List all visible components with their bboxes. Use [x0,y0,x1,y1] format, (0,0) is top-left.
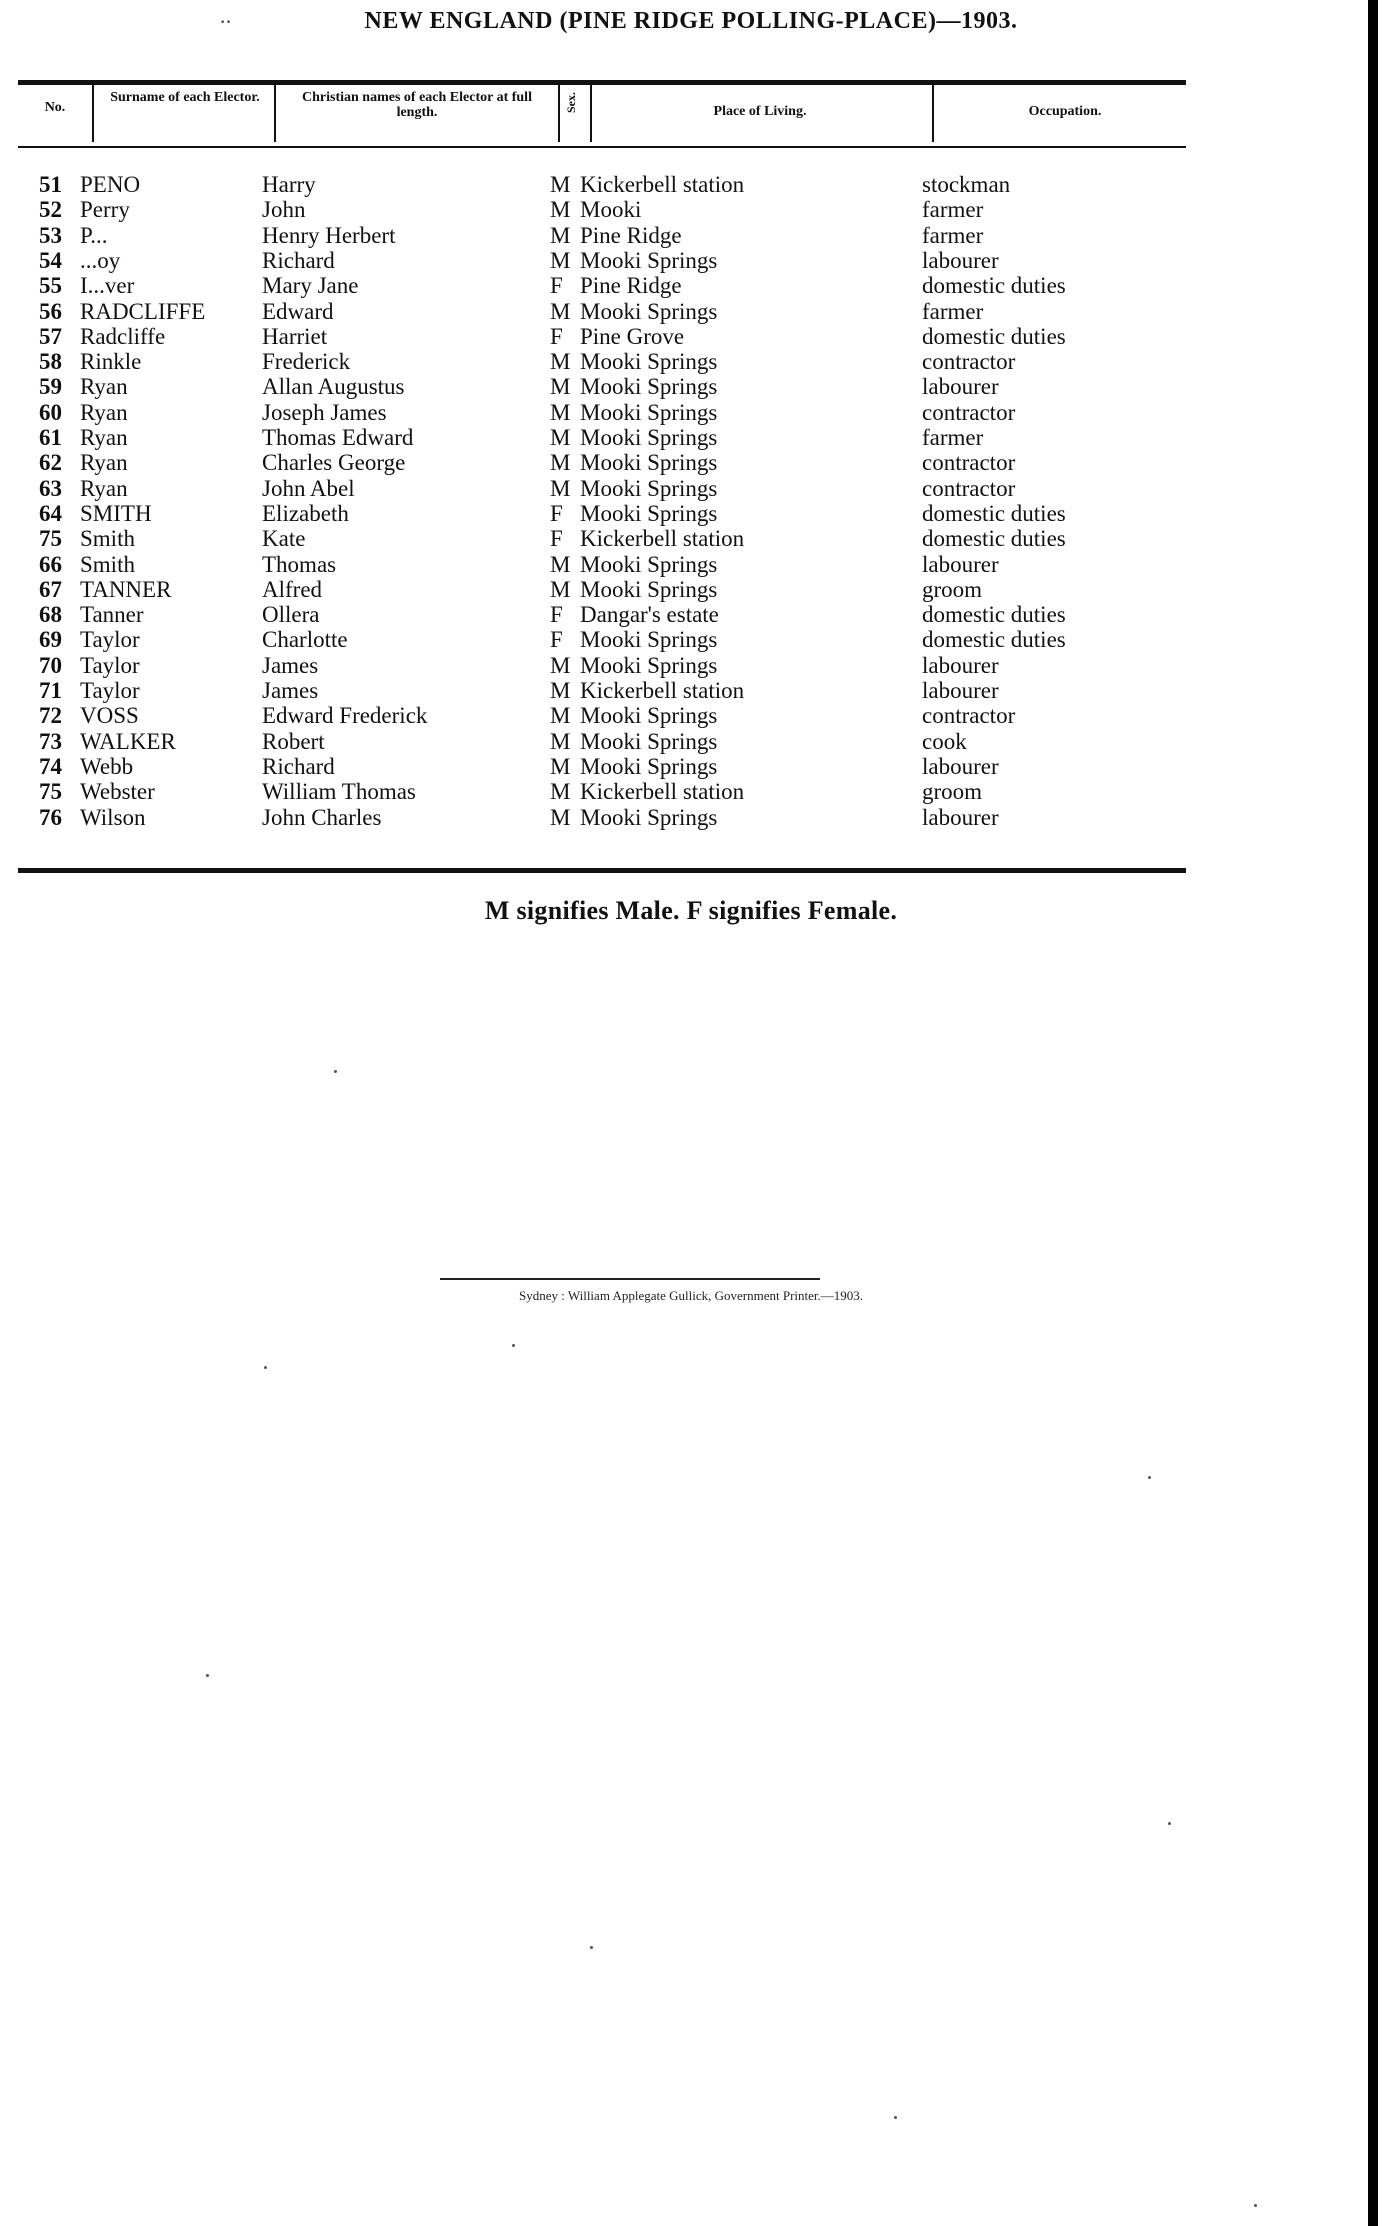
cell-surname: Ryan [80,475,128,501]
cell-no: 68 [39,602,62,628]
table-row [0,729,1382,754]
table-row [0,273,1382,298]
table-row [0,577,1382,602]
cell-surname: ...oy [80,247,121,273]
cell-surname: Radcliffe [80,323,166,349]
table-header-rule [18,146,1186,148]
cell-sex: F [550,602,563,628]
cell-christian-names: Richard [262,753,335,779]
cell-occupation: domestic duties [922,500,1066,526]
cell-surname: Smith [80,551,135,577]
cell-sex: F [550,526,563,552]
cell-surname: Tanner [80,602,144,628]
cell-place-of-living: Mooki [580,197,642,223]
cell-christian-names: John Abel [262,475,355,501]
cell-christian-names: Thomas Edward [262,425,414,450]
table-row [0,248,1382,273]
cell-sex: M [550,678,571,703]
cell-surname: P... [80,222,108,248]
cell-no: 75 [39,526,62,552]
cell-surname: Taylor [80,627,140,653]
cell-no: 59 [39,374,62,400]
header-no: No. [44,100,66,115]
cell-place-of-living: Mooki Springs [580,576,718,602]
cell-occupation: domestic duties [922,526,1066,552]
cell-no: 55 [39,273,62,299]
cell-surname: RADCLIFFE [80,298,206,324]
cell-no: 57 [39,323,62,349]
cell-occupation: contractor [922,475,1016,501]
cell-place-of-living: Mooki Springs [580,298,718,324]
cell-christian-names: Frederick [262,349,351,375]
table-row [0,450,1382,475]
cell-place-of-living: Mooki Springs [580,247,718,273]
cell-place-of-living: Dangar's estate [580,602,719,628]
table-row [0,703,1382,728]
cell-no: 70 [39,652,62,678]
paper-speck [1148,1476,1151,1479]
cell-occupation: domestic duties [922,273,1066,299]
cell-surname: Wilson [80,804,146,830]
cell-place-of-living: Mooki Springs [580,425,718,450]
cell-place-of-living: Mooki Springs [580,753,718,779]
cell-occupation: labourer [922,652,999,678]
cell-occupation: cook [922,728,967,754]
cell-place-of-living: Mooki Springs [580,374,718,400]
cell-surname: WALKER [80,728,176,754]
cell-sex: M [550,247,571,273]
cell-christian-names: Allan Augustus [262,374,405,400]
table-row [0,678,1382,703]
table-row [0,223,1382,248]
cell-occupation: labourer [922,374,999,400]
cell-surname: Ryan [80,450,128,476]
cell-sex: M [550,652,571,678]
table-row [0,779,1382,804]
cell-christian-names: Richard [262,247,335,273]
cell-christian-names: Thomas [262,551,337,577]
cell-place-of-living: Mooki Springs [580,450,718,476]
cell-christian-names: Joseph James [262,399,387,425]
cell-surname: Webster [80,779,155,805]
cell-sex: M [550,779,571,805]
cell-occupation: farmer [922,425,984,450]
cell-no: 74 [39,753,62,779]
column-divider [274,84,276,142]
table-row [0,552,1382,577]
cell-occupation: labourer [922,551,999,577]
cell-place-of-living: Mooki Springs [580,399,718,425]
cell-occupation: domestic duties [922,627,1066,653]
cell-christian-names: Mary Jane [262,273,359,299]
cell-sex: M [550,374,571,400]
cell-place-of-living: Kickerbell station [580,172,745,197]
cell-sex: M [550,298,571,324]
cell-christian-names: James [262,652,319,678]
cell-place-of-living: Mooki Springs [580,703,718,729]
cell-occupation: labourer [922,247,999,273]
cell-place-of-living: Mooki Springs [580,804,718,830]
cell-occupation: stockman [922,172,1011,197]
printer-imprint: Sydney : William Applegate Gullick, Government Printer.—1903. [518,1288,864,1303]
table-row [0,425,1382,450]
paper-speck [894,2116,897,2119]
cell-place-of-living: Kickerbell station [580,678,745,703]
cell-christian-names: Elizabeth [262,500,349,526]
cell-occupation: farmer [922,222,984,248]
column-divider [932,84,934,142]
cell-occupation: contractor [922,703,1016,729]
header-christian-names: Christian names of each Elector at full length. [302,90,532,120]
table-row [0,754,1382,779]
table-row [0,197,1382,222]
table-row [0,374,1382,399]
cell-sex: F [550,273,563,299]
table-row [0,805,1382,830]
cell-christian-names: Edward Frederick [262,703,428,729]
paper-speck [1168,1822,1171,1825]
cell-surname: SMITH [80,500,152,526]
cell-sex: F [550,500,563,526]
cell-christian-names: Harriet [262,323,328,349]
cell-no: 62 [39,450,62,476]
cell-sex: M [550,197,571,223]
cell-surname: Ryan [80,374,128,400]
table-row [0,653,1382,678]
paper-speck [264,1366,267,1369]
cell-christian-names: John [262,197,306,223]
header-occupation: Occupation. [1028,104,1102,119]
paper-speck [590,1946,593,1949]
cell-sex: M [550,475,571,501]
cell-surname: Taylor [80,678,140,703]
cell-christian-names: John Charles [262,804,382,830]
cell-christian-names: James [262,678,319,703]
paper-speck [1254,2204,1257,2207]
cell-occupation: groom [922,779,983,805]
header-surname: Surname of each Elector. [110,90,260,105]
cell-sex: M [550,222,571,248]
cell-christian-names: Charles George [262,450,406,476]
cell-surname: PENO [80,172,141,197]
cell-no: 58 [39,349,62,375]
cell-occupation: groom [922,576,983,602]
cell-no: 71 [39,678,62,703]
cell-sex: M [550,425,571,450]
cell-sex: M [550,551,571,577]
cell-occupation: farmer [922,298,984,324]
table-row [0,526,1382,551]
table-row [0,172,1382,197]
cell-christian-names: Edward [262,298,334,324]
cell-sex: M [550,728,571,754]
cell-place-of-living: Mooki Springs [580,551,718,577]
header-place-of-living: Place of Living. [713,104,807,119]
page-title [0,8,1382,35]
cell-no: 73 [39,728,62,754]
cell-surname: Smith [80,526,135,552]
table-row [0,349,1382,374]
cell-no: 64 [39,500,62,526]
cell-sex: M [550,399,571,425]
cell-place-of-living: Mooki Springs [580,475,718,501]
paper-speck [334,1070,337,1073]
cell-surname: Taylor [80,652,140,678]
table-row [0,324,1382,349]
cell-no: 51 [39,172,62,197]
cell-occupation: contractor [922,399,1016,425]
cell-sex: M [550,703,571,729]
paper-speck [512,1344,515,1347]
cell-surname: Perry [80,197,130,223]
cell-place-of-living: Mooki Springs [580,627,718,653]
cell-surname: Rinkle [80,349,142,375]
table-row [0,476,1382,501]
cell-sex: F [550,323,563,349]
paper-speck [206,1674,209,1677]
cell-occupation: labourer [922,678,999,703]
cell-no: 66 [39,551,62,577]
cell-place-of-living: Pine Ridge [580,222,682,248]
table-row [0,299,1382,324]
cell-no: 60 [39,399,62,425]
cell-christian-names: Harry [262,172,316,197]
table-row [0,400,1382,425]
table-bottom-rule [18,868,1186,873]
cell-occupation: domestic duties [922,323,1066,349]
cell-surname: Webb [80,753,134,779]
cell-surname: I...ver [80,273,135,299]
cell-sex: M [550,172,571,197]
cell-christian-names: Robert [262,728,325,754]
cell-christian-names: Charlotte [262,627,348,653]
cell-no: 69 [39,627,62,653]
cell-no: 75 [39,779,62,805]
title-mark: ·· [220,14,232,31]
cell-place-of-living: Mooki Springs [580,349,718,375]
cell-surname: TANNER [80,576,172,602]
cell-no: 76 [39,804,62,830]
column-divider [558,84,560,142]
cell-place-of-living: Kickerbell station [580,779,745,805]
table-row [0,501,1382,526]
cell-christian-names: Kate [262,526,306,552]
cell-place-of-living: Kickerbell station [580,526,745,552]
cell-surname: Ryan [80,425,128,450]
cell-christian-names: William Thomas [262,779,416,805]
cell-christian-names: Ollera [262,602,320,628]
cell-surname: VOSS [80,703,139,729]
column-divider [590,84,592,142]
cell-place-of-living: Mooki Springs [580,652,718,678]
cell-sex: M [550,349,571,375]
table-row [0,602,1382,627]
cell-no: 53 [39,222,62,248]
cell-occupation: domestic duties [922,602,1066,628]
cell-sex: M [550,804,571,830]
cell-no: 67 [39,576,62,602]
cell-no: 56 [39,298,62,324]
cell-christian-names: Henry Herbert [262,222,396,248]
table-row [0,627,1382,652]
cell-place-of-living: Pine Grove [580,323,685,349]
page-title-text: NEW ENGLAND (PINE RIDGE POLLING-PLACE)—1903. [364,8,1018,34]
table-top-rule [18,80,1186,85]
cell-occupation: farmer [922,197,984,223]
cell-place-of-living: Mooki Springs [580,728,718,754]
cell-sex: F [550,627,563,653]
sex-legend: M signifies Male. F signifies Female. [484,896,898,925]
cell-christian-names: Alfred [262,576,323,602]
cell-no: 52 [39,197,62,223]
column-divider [92,84,94,142]
cell-sex: M [550,450,571,476]
cell-place-of-living: Mooki Springs [580,500,718,526]
cell-occupation: labourer [922,804,999,830]
cell-sex: M [550,576,571,602]
imprint-rule [440,1278,820,1280]
cell-no: 61 [39,425,62,450]
cell-occupation: labourer [922,753,999,779]
cell-occupation: contractor [922,349,1016,375]
cell-sex: M [550,753,571,779]
cell-no: 63 [39,475,62,501]
cell-occupation: contractor [922,450,1016,476]
cell-place-of-living: Pine Ridge [580,273,682,299]
header-sex: Sex. [564,92,578,113]
cell-surname: Ryan [80,399,128,425]
cell-no: 54 [39,247,62,273]
cell-no: 72 [39,703,62,729]
